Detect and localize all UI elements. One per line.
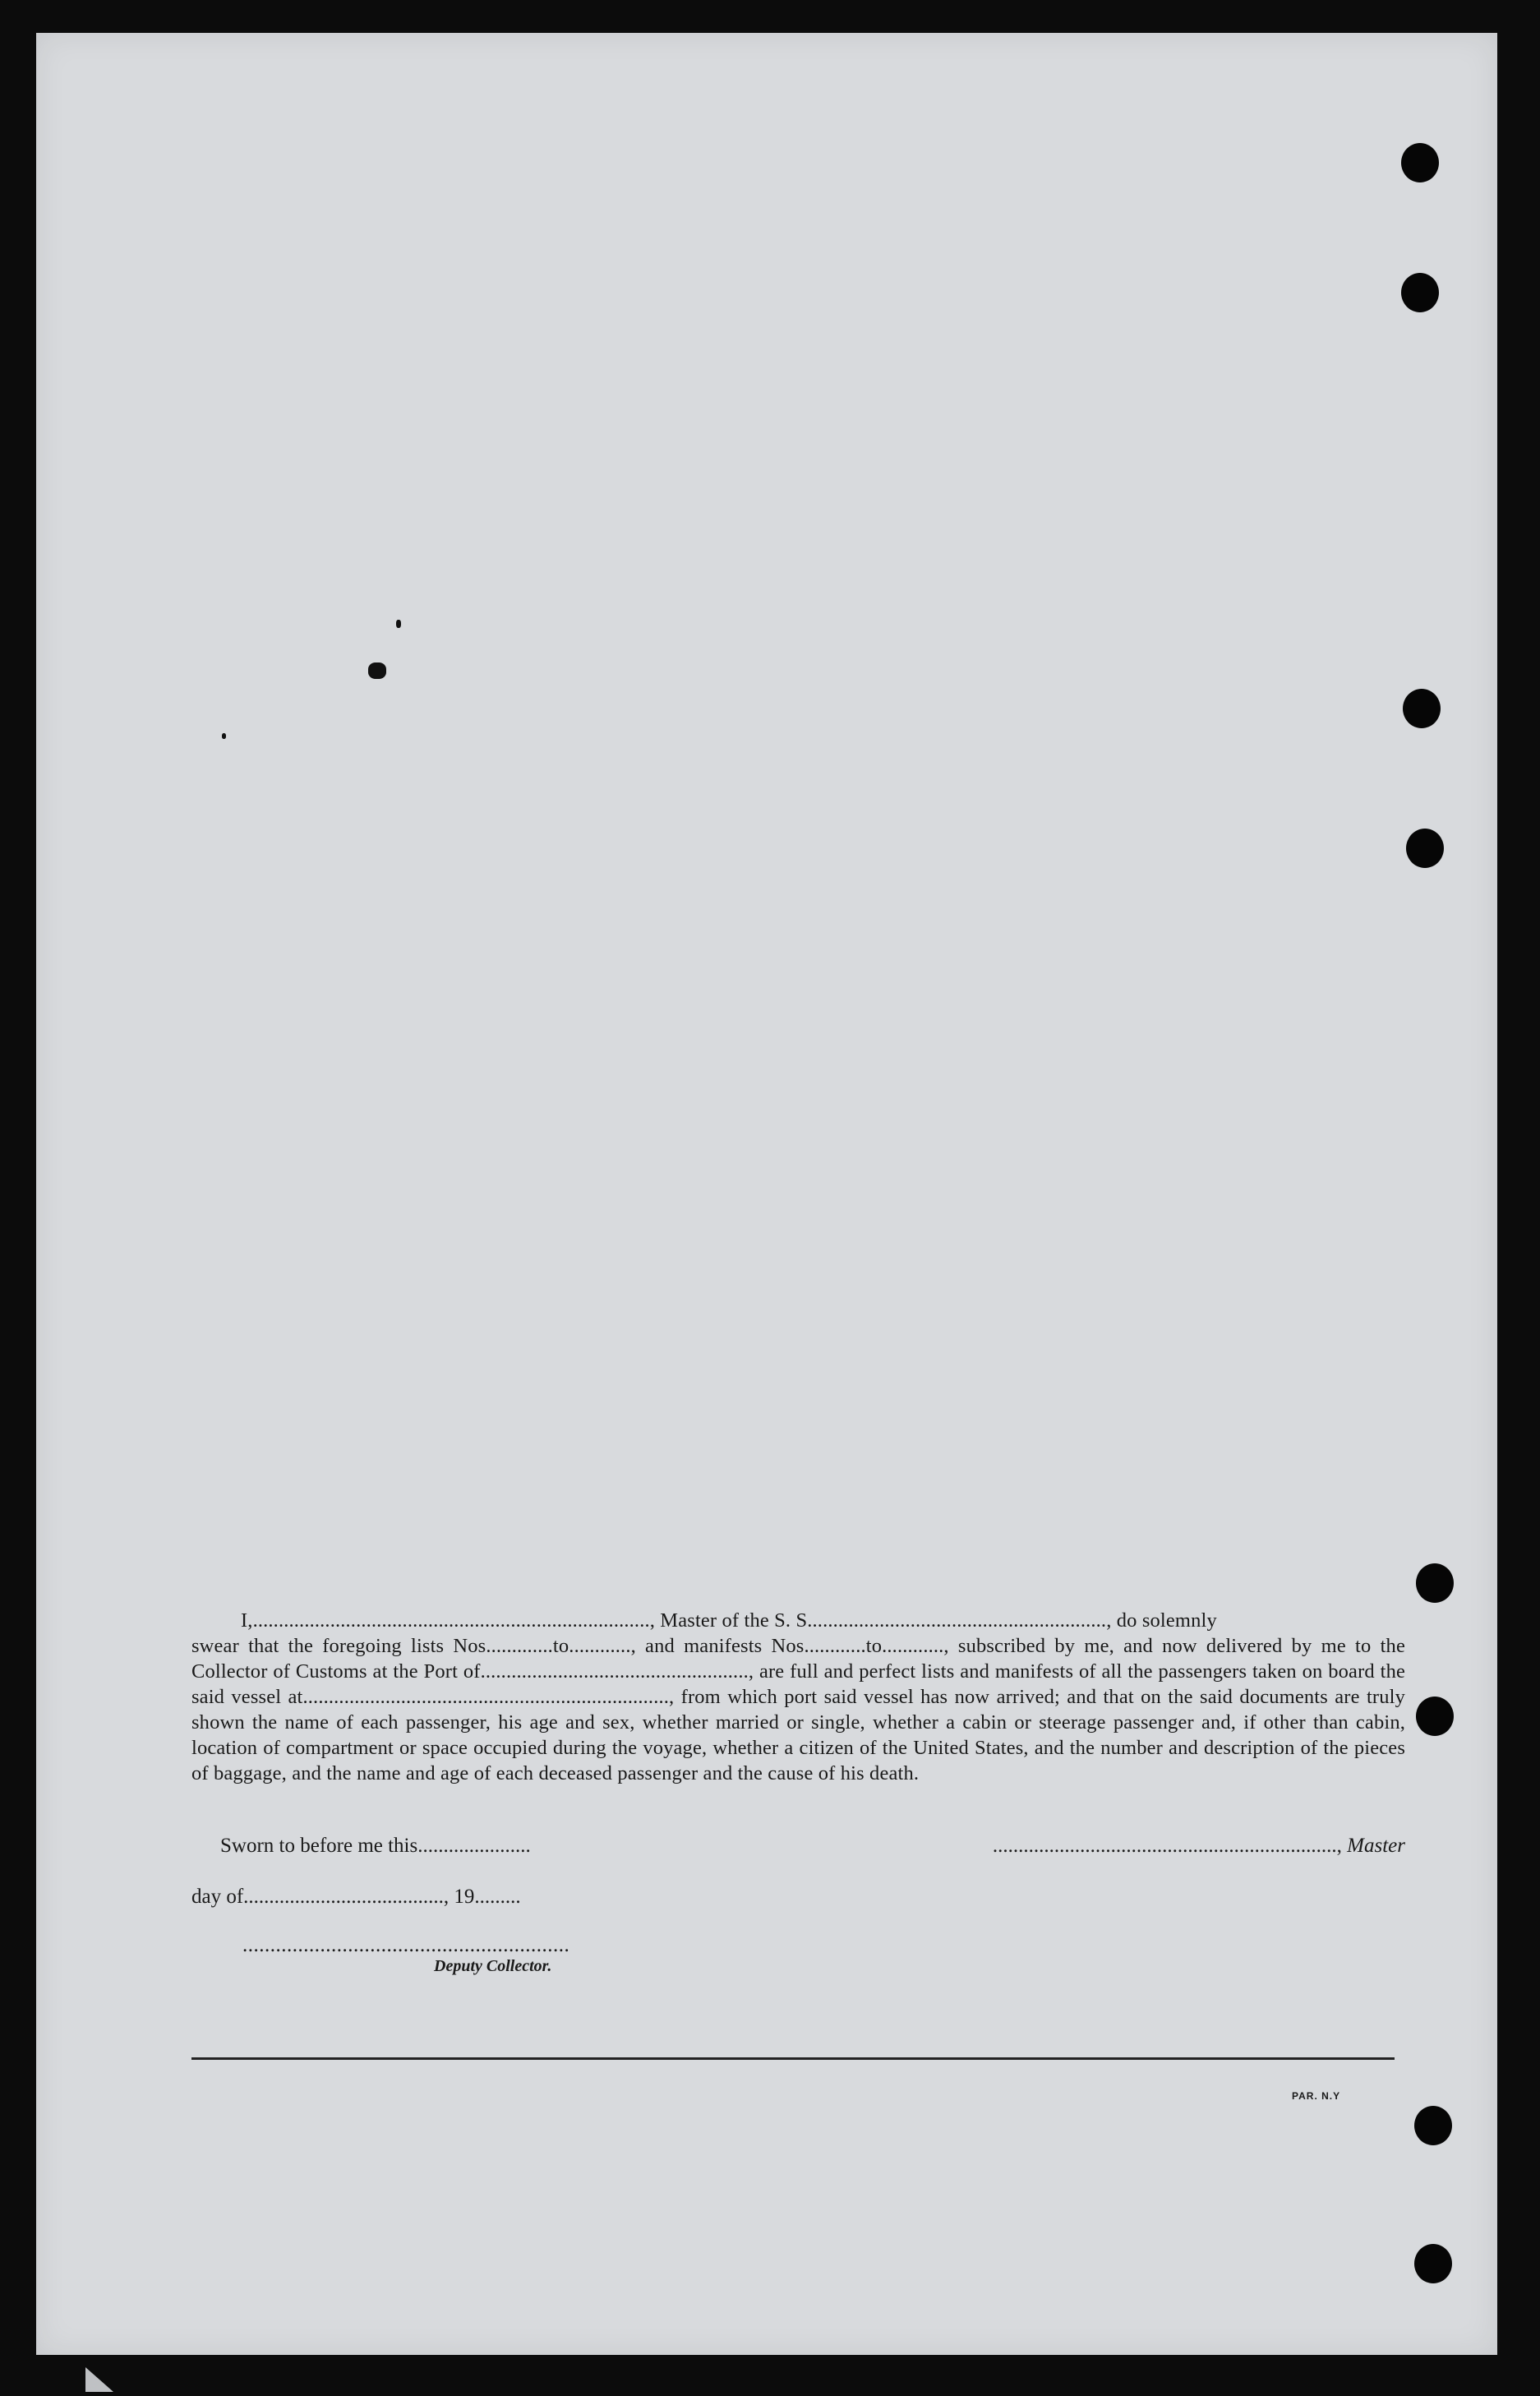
punch-hole <box>1401 143 1439 182</box>
sworn-line: Sworn to before me this...................... <box>220 1835 531 1857</box>
punch-hole <box>1416 1563 1454 1603</box>
oath-body: swear that the foregoing lists Nos.............to............, and manifests Nos............to............, subscribed by me, and now delivered by me to the Collector of Customs at the Port of...................................................., are full and perfect lists and manifests of all the passengers taken on board the said vessel at......................................................................., from which port said vessel has now arrived; and that on the said documents are truly shown the name of each passenger, his age and sex, whether married or single, whether a cabin or steerage passenger and, if other than cabin, location of compartment or space occupied during the voyage, whether a citizen of the United States, and the number and description of the pieces of baggage, and the name and age of each deceased passenger and the cause of his death. <box>191 1635 1405 1784</box>
master-dots: ..................................................................., <box>992 1835 1342 1857</box>
ink-speck <box>222 733 226 739</box>
master-label: Master <box>1347 1835 1405 1857</box>
punch-hole <box>1403 689 1441 728</box>
oath-paragraph <box>191 1608 1405 1786</box>
punch-hole <box>1414 2106 1452 2145</box>
ink-speck <box>396 620 401 628</box>
ink-blot <box>368 662 386 679</box>
punch-hole <box>1414 2244 1452 2283</box>
punch-hole <box>1416 1697 1454 1736</box>
punch-hole <box>1406 829 1444 868</box>
punch-hole <box>1401 273 1439 312</box>
divider-rule <box>191 2057 1395 2060</box>
document-page <box>36 33 1497 2355</box>
oath-first-line: I,............................................................................., Master of the S. S.........................................................., do solemnly <box>241 1609 1217 1632</box>
day-line: day of......................................., 19......... <box>191 1886 521 1908</box>
folded-corner <box>85 2367 113 2392</box>
master-signature-line <box>906 1835 1405 1858</box>
printer-mark: PAR. N.Y <box>1292 2090 1341 2102</box>
deputy-signature-line: ........................................................... <box>242 1934 570 1956</box>
deputy-collector-label: Deputy Collector. <box>434 1957 552 1975</box>
